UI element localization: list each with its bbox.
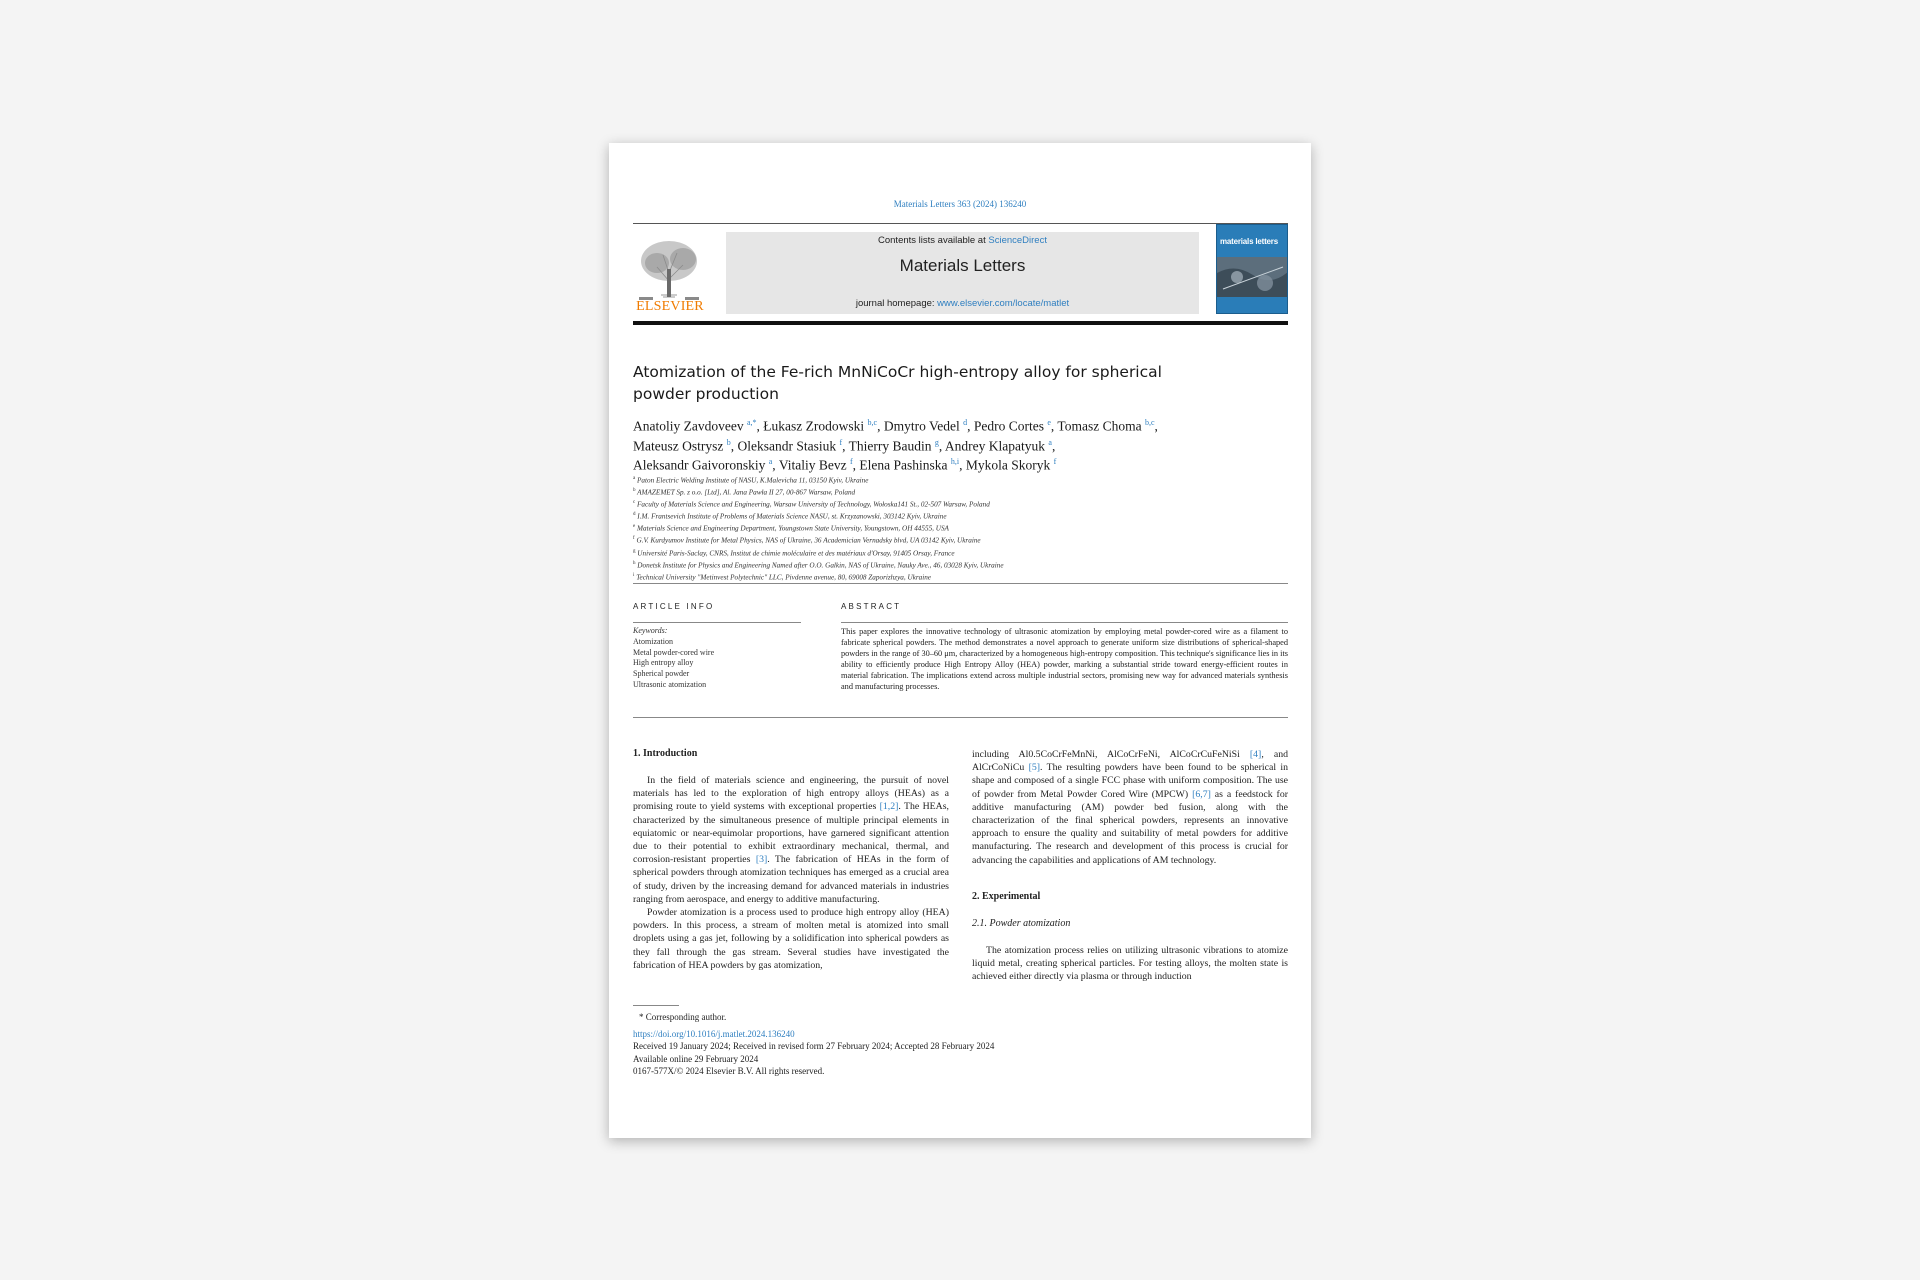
author-name[interactable]: Vitaliy Bevz xyxy=(778,457,847,473)
reference-link[interactable]: [6,7] xyxy=(1192,788,1211,800)
author-affiliation-mark[interactable]: a,* xyxy=(746,418,757,427)
author-affiliation-mark[interactable]: b,c xyxy=(1144,418,1155,427)
right-column-text-2 xyxy=(972,944,1288,984)
author-name[interactable]: Elena Pashinska xyxy=(859,457,948,473)
corresponding-author-note: * Corresponding author. xyxy=(639,1012,727,1022)
author-affiliation-mark[interactable]: f xyxy=(1053,457,1057,467)
copyright-line: 0167-577X/© 2024 Elsevier B.V. All rights reserved. xyxy=(633,1065,825,1076)
affiliation xyxy=(633,534,1293,546)
banner-thick-rule xyxy=(633,321,1288,325)
affiliation-text: Université Paris-Saclay, CNRS, Institut de chimie moléculaire et des matériaux d'Orsay, 91405 Orsay, France xyxy=(635,548,955,557)
author-name[interactable]: Tomasz Choma xyxy=(1057,418,1142,434)
author-name[interactable]: Aleksandr Gaivoronskiy xyxy=(633,457,766,473)
author-affiliation-mark[interactable]: b xyxy=(726,437,731,447)
affiliation-mark: b xyxy=(633,488,636,494)
affiliation-mark: h xyxy=(633,560,636,566)
keywords-block xyxy=(633,626,813,691)
keyword: Atomization xyxy=(633,636,673,646)
affiliation-mark: f xyxy=(633,536,635,542)
affiliation-mark: d xyxy=(633,512,636,518)
article-info-rule xyxy=(633,622,801,623)
affiliation-mark: a xyxy=(633,476,636,481)
intro-paragraph-1: In the field of materials science and engineering, the pursuit of novel materials has led to the exploration of high entropy alloys (HEAs) as a promising route to yield systems with exceptional properties [1,2]. The HEAs, characterized by the simultaneous presence of multiple principal elements in equiatomic or near-equimolar proportions, have garnered significant attention due to their potential to exhibit extraordinary mechanical, thermal, and corrosion-resistant properties [3]. The fabrication of HEAs in the form of spherical powders through atomization techniques has emerged as a crucial area of study, driven by the increasing demand for advanced materials in industries ranging from aerospace, and energy to additive manufacturing. xyxy=(633,775,949,905)
reference-link[interactable]: [4] xyxy=(1249,749,1262,760)
author-name[interactable]: Mykola Skoryk xyxy=(965,457,1051,473)
author-affiliation-mark[interactable]: b,c xyxy=(867,418,878,427)
author-name[interactable]: Łukasz Zrodowski xyxy=(763,418,865,434)
affiliation-text: Technical University "Metinvest Polytechnic" LLC, Pivdenne avenue, 80, 69008 Zaporizhzya, Ukraine xyxy=(634,573,931,582)
affiliation-text: AMAZEMET Sp. z o.o. [Ltd], Al. Jana Pawła II 27, 00-867 Warsaw, Poland xyxy=(635,488,856,497)
sciencedirect-link[interactable]: ScienceDirect xyxy=(988,235,1047,246)
affiliation-list xyxy=(633,474,1293,583)
abstract-bottom-rule xyxy=(633,717,1288,718)
journal-homepage-link[interactable]: www.elsevier.com/locate/matlet xyxy=(937,298,1070,309)
experimental-heading: 2. Experimental xyxy=(972,891,1041,902)
author-affiliation-mark[interactable]: a xyxy=(1048,437,1052,447)
received-dates: Received 19 January 2024; Received in revised form 27 February 2024; Accepted 28 February 2024 xyxy=(633,1041,995,1052)
homepage-prefix: journal homepage: xyxy=(855,298,938,309)
available-online: Available online 29 February 2024 xyxy=(633,1053,759,1064)
author-affiliation-mark[interactable]: f xyxy=(849,457,853,467)
author-name[interactable]: Mateusz Ostrysz xyxy=(633,438,724,454)
affiliation-mark: i xyxy=(633,572,635,578)
elsevier-wordmark: ELSEVIER xyxy=(636,299,704,314)
intro-paragraph-2: Powder atomization is a process used to produce high entropy alloy (HEA) powders. In this process, a stream of molten metal is atomized into small droplets using a gas jet, following by a solidification into spherical powders as they fall through the gas stream. Several studies have investigated the fabrication of HEA powders by gas atomization, xyxy=(633,907,949,971)
cover-art xyxy=(1217,253,1288,313)
affiliation-text: G.V. Kurdyumov Institute for Metal Physics, NAS of Ukraine, 36 Academician Vernadsky blvd, UA 03142 Kyiv, Ukraine xyxy=(634,536,981,545)
right-column-text xyxy=(972,748,1288,867)
affiliation xyxy=(633,571,1293,583)
author-name[interactable]: Andrey Klapatyuk xyxy=(944,438,1046,454)
paper-title: Atomization of the Fe-rich MnNiCoCr high-entropy alloy for spherical powder production xyxy=(633,363,1162,403)
doi-link[interactable]: https://doi.org/10.1016/j.matlet.2024.136240 xyxy=(633,1029,795,1040)
affiliation-text: Paton Electric Welding Institute of NASU, K.Malevicha 11, 03150 Kyiv, Ukraine xyxy=(635,476,869,485)
author-name[interactable]: Dmytro Vedel xyxy=(883,418,960,434)
affiliation-mark: g xyxy=(633,548,636,554)
author-affiliation-mark[interactable]: a xyxy=(768,457,773,467)
author-list: Anatoliy Zavdoveev $^{a,*}$, Łukasz Zrodowski $^{b,c}$, Dmytro Vedel $^d$, Pedro Cortes $^e$, Tomasz Choma $^{b,c}$, Mateusz Ostrysz $^b$, Oleksandr Stasiuk $^f$, Thierry Baudin $^g$, Andrey Klapatyuk $^a$, Aleksandr Gaivoronskiy $^a$, Vitaliy Bevz $^f$, Elena Pashinska $^{h,i}$, Mykola Skoryk $^f$ xyxy=(633,418,1158,473)
affiliation xyxy=(633,510,1293,522)
footnote-rule xyxy=(633,1005,679,1006)
affiliation xyxy=(633,474,1293,486)
author-name[interactable]: Pedro Cortes xyxy=(973,418,1044,434)
keyword: Spherical powder xyxy=(633,669,690,679)
journal-banner xyxy=(726,232,1199,314)
author-name[interactable]: Thierry Baudin xyxy=(848,438,932,454)
cover-title: materials letters xyxy=(1220,237,1278,246)
author-name[interactable]: Oleksandr Stasiuk xyxy=(737,438,837,454)
powder-atomization-heading: 2.1. Powder atomization xyxy=(972,918,1071,929)
abstract-text: This paper explores the innovative technology of ultrasonic atomization by employing metal powder-cored wire as a filament to fabricate spherical powders. The method demonstrates a novel approach to generate uniform size distributions of spherical-shaped powders in the range of 30–60 μm, characterized by a homogeneous high-entropy composition. This technique's significance lies in its ability to efficiently produce High Entropy Alloy (HEA) powder, marking a substantial stride toward energy-efficient routes in material fabrication. The implications extend across multiple industrial sectors, promising new way for advanced materials synthesis and manufacturing processes. xyxy=(841,627,1288,692)
affiliation-mark: c xyxy=(633,500,636,506)
introduction-heading: 1. Introduction xyxy=(633,748,698,759)
keyword: Ultrasonic atomization xyxy=(633,679,707,689)
right-paragraph-1: including Al0.5CoCrFeMnNi, AlCoCrFeNi, AlCoCrCuFeNiSi [4], and AlCrCoNiCu [5]. The resulting powders have been found to be spherical in shape and composed of a single FCC phase with uniform composition. The use of powder from Metal Powder Cored Wire (MPCW) [6,7] as a feedstock for additive manufacturing (AM) powder bed fusion, along with the characterization of the final spherical powders, represents an innovative approach to ensure the quality and suitability of metal powders for additive manufacturing. The research and development of this process is crucial for advancing the capabilities and applications of AM technology. xyxy=(972,749,1288,866)
author-affiliation-mark[interactable]: d xyxy=(963,418,968,427)
affiliation-text: Materials Science and Engineering Department, Youngstown State University, Youngstown, OH 44555, USA xyxy=(635,524,949,533)
affiliation-mark: e xyxy=(633,524,636,530)
author-affiliation-mark[interactable]: h,i xyxy=(950,457,960,467)
abstract-heading: ABSTRACT xyxy=(841,602,902,611)
affiliation xyxy=(633,486,1293,498)
contents-prefix: Contents lists available at xyxy=(878,235,989,246)
author-affiliation-mark[interactable]: e xyxy=(1047,418,1051,427)
footnotes xyxy=(633,1011,1083,1077)
right-paragraph-2: The atomization process relies on utilizing ultrasonic vibrations to atomize liquid metal, creating spherical particles. For testing alloys, the molten state is achieved either directly via plasma or through induction xyxy=(972,945,1288,983)
keyword: Metal powder-cored wire xyxy=(633,647,715,657)
journal-cover-image xyxy=(1216,224,1288,314)
article-info-heading: ARTICLE INFO xyxy=(633,602,715,611)
affiliation-rule xyxy=(633,583,1288,584)
abstract-rule xyxy=(841,622,1288,623)
keywords-label: Keywords: xyxy=(633,626,668,635)
journal-title: Materials Letters xyxy=(899,256,1026,275)
affiliation xyxy=(633,559,1293,571)
reference-link[interactable]: [3] xyxy=(755,854,768,866)
contents-line xyxy=(726,235,1199,246)
affiliation xyxy=(633,547,1293,559)
affiliation-text: Faculty of Materials Science and Engineering, Warsaw University of Technology, Wołoska141 St., 02-507 Warsaw, Poland xyxy=(635,500,990,509)
journal-citation[interactable]: Materials Letters 363 (2024) 136240 xyxy=(893,199,1027,209)
author-name[interactable]: Anatoliy Zavdoveev xyxy=(633,418,744,434)
left-column-text xyxy=(633,774,949,972)
affiliation xyxy=(633,522,1293,534)
keyword: High entropy alloy xyxy=(633,658,694,668)
affiliation-text: I.M. Frantsevich Institute of Problems of Materials Science NASU, st. Krzyzanowski, 303142 Kyiv, Ukraine xyxy=(635,512,947,521)
author-affiliation-mark[interactable]: g xyxy=(934,437,939,447)
reference-link[interactable]: [1,2] xyxy=(879,801,899,813)
affiliation-text: Donetsk Institute for Physics and Engineering Named after O.O. Galkin, NAS of Ukraine, Nauky Ave., 46, 03028 Kyiv, Ukraine xyxy=(635,561,1004,570)
header-rule xyxy=(633,223,1288,224)
author-affiliation-mark[interactable]: f xyxy=(839,437,843,447)
reference-link[interactable]: [5] xyxy=(1028,762,1041,774)
affiliation xyxy=(633,498,1293,510)
homepage-line xyxy=(726,298,1199,309)
paper-page xyxy=(609,143,1311,1138)
